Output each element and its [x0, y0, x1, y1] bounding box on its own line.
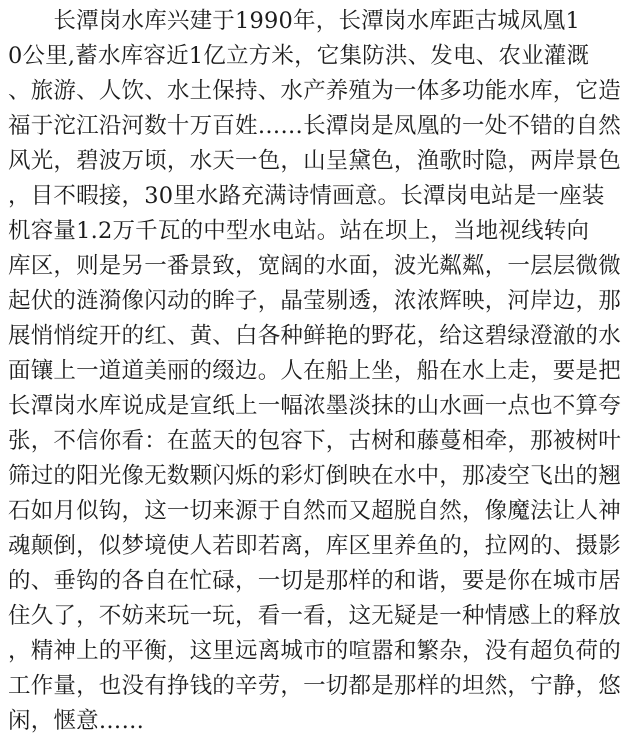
text-line-13: 张，不信你看：在蓝天的包容下，古树和藤蔓相牵，那被树叶 — [8, 428, 621, 454]
text-line-4: 福于沱江沿河数十万百姓……长潭岗是凤凰的一处不错的自然 — [8, 113, 621, 139]
text-line-20: 工作量，也没有挣钱的辛劳，一切都是那样的坦然，宁静，悠 — [8, 673, 621, 699]
text-line-5: 风光，碧波万顷，水天一色，山呈黛色，渔歌时隐，两岸景色 — [8, 148, 621, 174]
text-line-8: 库区，则是另一番景致，宽阔的水面，波光粼粼，一层层微微 — [8, 253, 621, 279]
text-line-14: 筛过的阳光像无数颗闪烁的彩灯倒映在水中，那凌空飞出的翘 — [8, 463, 621, 489]
text-line-17: 的、垂钩的各自在忙碌，一切是那样的和谐，要是你在城市居 — [8, 568, 621, 594]
text-line-6: ，目不暇接，30里水路充满诗情画意。长潭岗电站是一座装 — [8, 183, 605, 209]
text-line-15: 石如月似钩，这一切来源于自然而又超脱自然，像魔法让人神 — [8, 498, 621, 524]
text-line-7: 机容量1.2万千瓦的中型水电站。站在坝上，当地视线转向 — [8, 218, 590, 244]
text-line-16: 魂颠倒，似梦境使人若即若离，库区里养鱼的，拉网的、摄影 — [8, 533, 621, 559]
text-line-2: 0公里,蓄水库容近1亿立方米，它集防洪、发电、农业灌溉 — [8, 43, 590, 69]
text-line-10: 展悄悄绽开的红、黄、白各种鲜艳的野花，给这碧绿澄澈的水 — [8, 323, 621, 349]
text-line-1: 长潭岗水库兴建于1990年，长潭岗水库距古城凤凰1 — [8, 8, 580, 34]
text-line-12: 长潭岗水库说成是宣纸上一幅浓墨淡抹的山水画一点也不算夸 — [8, 393, 621, 419]
text-line-3: 、旅游、人饮、水土保持、水产养殖为一体多功能水库，它造 — [8, 78, 621, 104]
text-line-11: 面镶上一道道美丽的缀边。人在船上坐，船在水上走，要是把 — [8, 358, 621, 384]
text-line-18: 住久了，不妨来玩一玩，看一看，这无疑是一种情感上的释放 — [8, 603, 621, 629]
text-line-19: ，精神上的平衡，这里远离城市的喧嚣和繁杂，没有超负荷的 — [8, 638, 621, 664]
text-line-9: 起伏的涟漪像闪动的眸子，晶莹剔透，浓浓辉映，河岸边，那 — [8, 288, 621, 314]
text-line-21: 闲，惬意…… — [8, 708, 145, 734]
